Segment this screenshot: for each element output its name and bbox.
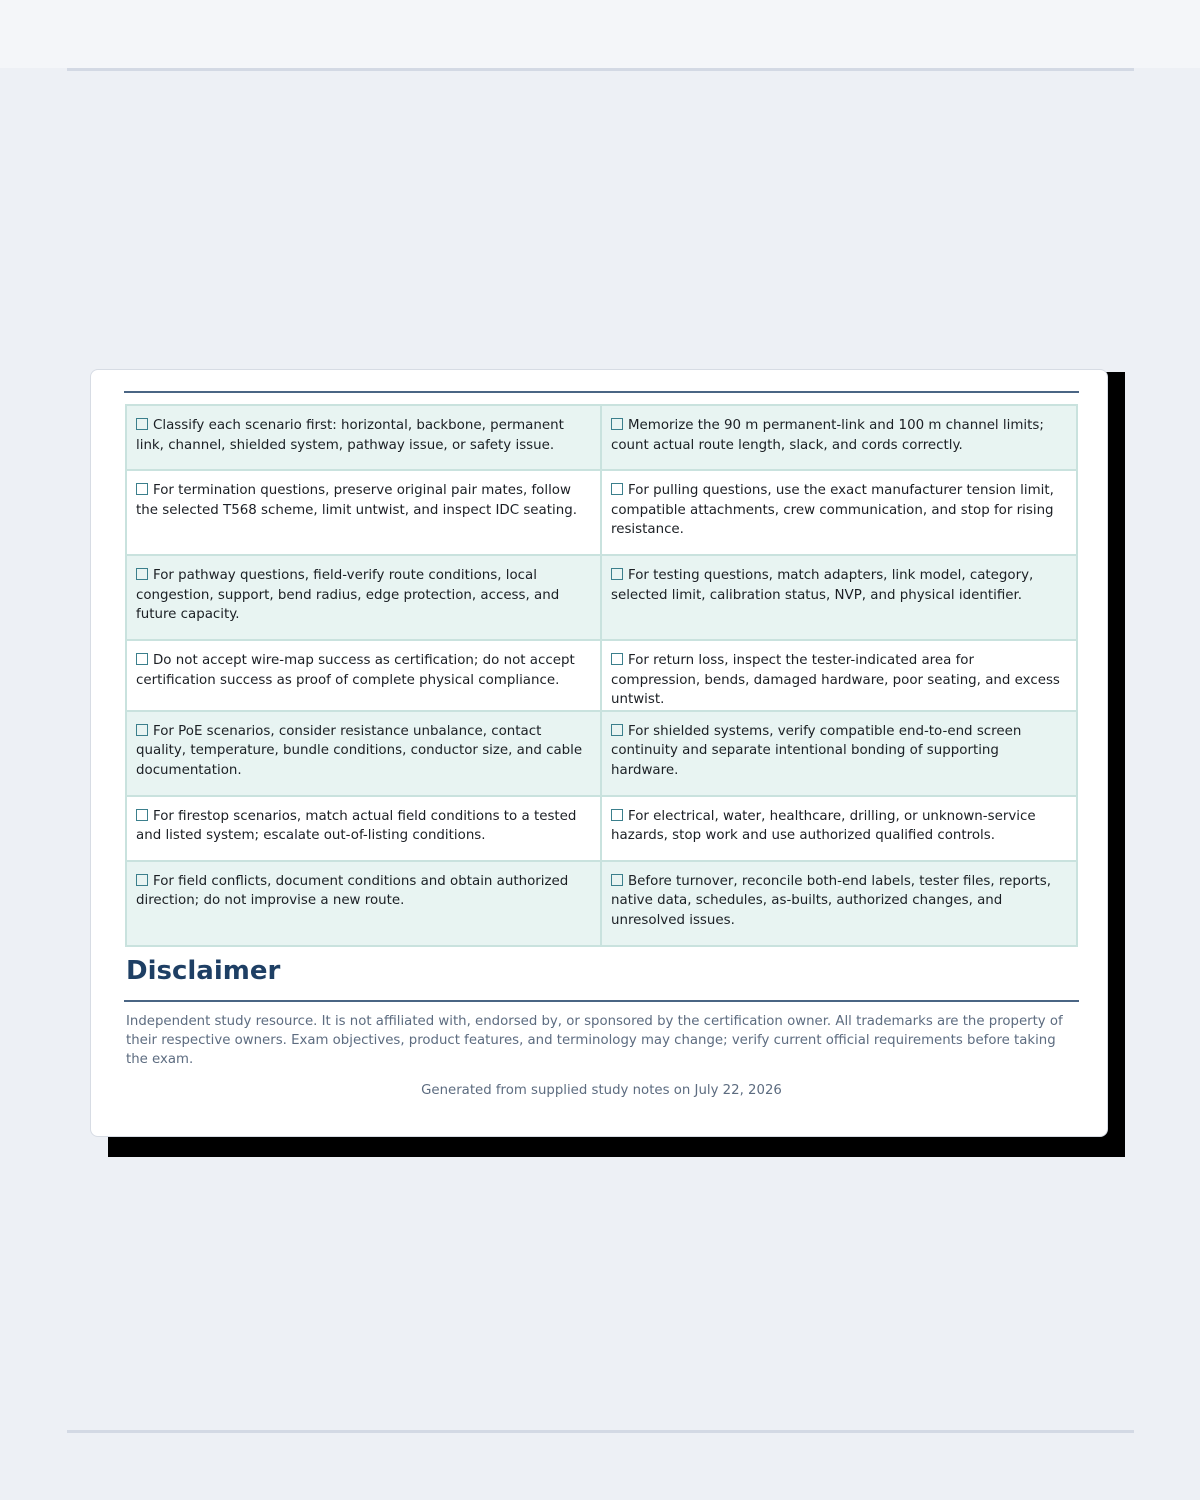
checklist-item-text: For field conflicts, document conditions and obtain authorized direction; do not improvise a new route. xyxy=(136,873,569,908)
checklist-item xyxy=(126,640,601,711)
checkbox-icon xyxy=(611,483,623,495)
checkbox-icon xyxy=(611,653,623,665)
checklist-item-text: Memorize the 90 m permanent-link and 100 m channel limits; count actual route length, slack, and cords correctly. xyxy=(611,418,1044,453)
checkbox-icon xyxy=(136,568,148,580)
checklist-item-text: Classify each scenario first: horizontal, backbone, permanent link, channel, shielded system, pathway issue, or safety issue. xyxy=(136,418,564,453)
checkbox-icon xyxy=(611,418,623,430)
header-rule xyxy=(124,391,1079,393)
checklist-item xyxy=(601,555,1077,640)
checkbox-icon xyxy=(136,724,148,736)
checklist-item-text: For PoE scenarios, consider resistance unbalance, contact quality, temperature, bundle conditions, conductor size, and cable documentation. xyxy=(136,723,583,778)
generated-note: Generated from supplied study notes on July 22, 2026 xyxy=(421,1083,782,1098)
checklist-item xyxy=(601,796,1077,861)
checklist-item xyxy=(601,470,1077,555)
checkbox-icon xyxy=(136,653,148,665)
checklist-item xyxy=(126,555,601,640)
checklist-item-text: For shielded systems, verify compatible end-to-end screen continuity and separate intentional bonding of supporting hardware. xyxy=(611,723,1022,778)
top-divider xyxy=(67,68,1134,71)
table-row xyxy=(126,640,1077,711)
checklist-item xyxy=(601,405,1077,470)
checklist-item-text: For pulling questions, use the exact manufacturer tension limit, compatible attachments, crew communication, and stop for rising resistance. xyxy=(611,483,1054,537)
checklist-table xyxy=(125,404,1078,947)
checklist-item xyxy=(601,861,1077,946)
checkbox-icon xyxy=(136,483,148,495)
table-row xyxy=(126,470,1077,555)
checkbox-icon xyxy=(136,809,148,821)
checklist-item-text: Before turnover, reconcile both-end labels, tester files, reports, native data, schedules, as-builts, authorized changes, and unresolved issues. xyxy=(611,873,1052,928)
checkbox-icon xyxy=(136,874,148,886)
checklist-item xyxy=(601,640,1077,711)
table-row xyxy=(126,796,1077,861)
disclaimer-rule xyxy=(124,1000,1079,1002)
checklist-item xyxy=(126,796,601,861)
disclaimer-text: Independent study resource. It is not affiliated with, endorsed by, or sponsored by the certification owner. All trademarks are the property of their respective owners. Exam objectives, product features, and terminology may change; verify current official requirements before taking the exam. xyxy=(126,1014,1063,1067)
checklist-item-text: For electrical, water, healthcare, drilling, or unknown-service hazards, stop work and use authorized qualified controls. xyxy=(611,808,1036,843)
bottom-divider xyxy=(67,1430,1134,1433)
table-row xyxy=(126,405,1077,470)
disclaimer-heading: Disclaimer xyxy=(126,956,281,986)
checklist-item-text: For pathway questions, field-verify route conditions, local congestion, support, bend radius, edge protection, access, and future capacity. xyxy=(136,568,560,622)
checklist-item-text: Do not accept wire-map success as certification; do not accept certification success as proof of complete physical compliance. xyxy=(136,653,575,688)
checklist-item-text: For termination questions, preserve original pair mates, follow the selected T568 scheme, limit untwist, and inspect IDC seating. xyxy=(136,483,577,518)
checklist-item-text: For firestop scenarios, match actual field conditions to a tested and listed system; escalate out-of-listing conditions. xyxy=(136,808,577,843)
checklist-item xyxy=(126,470,601,555)
checklist-item xyxy=(126,861,601,946)
table-row xyxy=(126,555,1077,640)
checkbox-icon xyxy=(611,568,623,580)
checklist-item xyxy=(601,711,1077,796)
checklist-item xyxy=(126,711,601,796)
checklist-item xyxy=(126,405,601,470)
table-row xyxy=(126,711,1077,796)
checklist-item-text: For return loss, inspect the tester-indicated area for compression, bends, damaged hardware, poor seating, and excess untwist. xyxy=(611,653,1060,707)
checkbox-icon xyxy=(611,874,623,886)
table-row xyxy=(126,861,1077,946)
checkbox-icon xyxy=(611,809,623,821)
document-page xyxy=(90,369,1108,1137)
top-band xyxy=(0,0,1200,68)
checkbox-icon xyxy=(611,724,623,736)
checkbox-icon xyxy=(136,418,148,430)
checklist-item-text: For testing questions, match adapters, link model, category, selected limit, calibration status, NVP, and physical identifier. xyxy=(611,568,1034,603)
